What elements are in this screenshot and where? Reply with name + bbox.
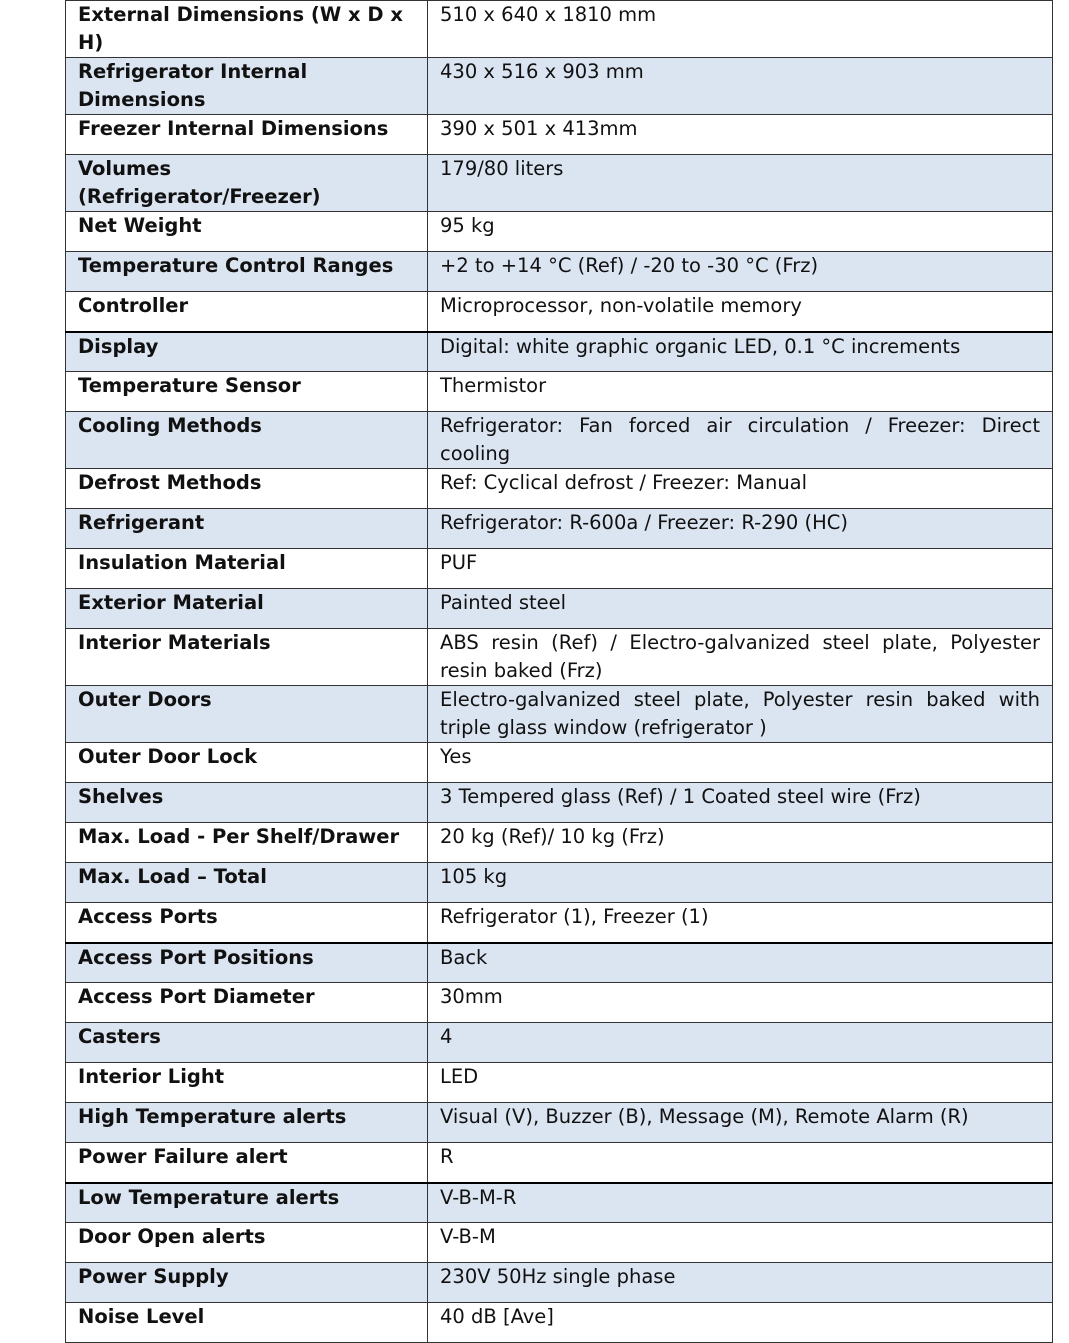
spec-value: 230V 50Hz single phase bbox=[428, 1263, 1053, 1303]
spec-row-power-failure-alert bbox=[66, 1143, 1053, 1183]
spec-value: 40 dB [Ave] bbox=[428, 1303, 1053, 1343]
spec-value: R bbox=[428, 1143, 1053, 1183]
spec-value: 105 kg bbox=[428, 863, 1053, 903]
spec-label: Access Port Positions bbox=[66, 943, 428, 983]
spec-row-shelves bbox=[66, 783, 1053, 823]
spec-value: Electro-galvanized steel plate, Polyester resin baked with triple glass window (refrigerator ) bbox=[428, 686, 1053, 743]
spec-row-controller bbox=[66, 292, 1053, 332]
spec-label: Shelves bbox=[66, 783, 428, 823]
spec-row-refrigerant bbox=[66, 509, 1053, 549]
spec-label: Access Port Diameter bbox=[66, 983, 428, 1023]
spec-label: Volumes (Refrigerator/Freezer) bbox=[66, 155, 428, 212]
spec-row-freezer-internal-dimensions bbox=[66, 115, 1053, 155]
spec-row-external-dimensions bbox=[66, 1, 1053, 58]
spec-value: Ref: Cyclical defrost / Freezer: Manual bbox=[428, 469, 1053, 509]
spec-value: 95 kg bbox=[428, 212, 1053, 252]
spec-value: Refrigerator: R-600a / Freezer: R-290 (HC) bbox=[428, 509, 1053, 549]
spec-row-low-temperature-alerts bbox=[66, 1183, 1053, 1223]
spec-row-defrost-methods bbox=[66, 469, 1053, 509]
spec-value: ABS resin (Ref) / Electro-galvanized steel plate, Polyester resin baked (Frz) bbox=[428, 629, 1053, 686]
spec-label: Refrigerant bbox=[66, 509, 428, 549]
spec-label: Freezer Internal Dimensions bbox=[66, 115, 428, 155]
spec-label: Casters bbox=[66, 1023, 428, 1063]
spec-label: Temperature Sensor bbox=[66, 372, 428, 412]
spec-row-power-supply bbox=[66, 1263, 1053, 1303]
spec-row-access-port-positions bbox=[66, 943, 1053, 983]
spec-label: Max. Load – Total bbox=[66, 863, 428, 903]
spec-label: Door Open alerts bbox=[66, 1223, 428, 1263]
spec-value: 4 bbox=[428, 1023, 1053, 1063]
spec-row-high-temperature-alerts bbox=[66, 1103, 1053, 1143]
spec-row-display bbox=[66, 332, 1053, 372]
spec-row-access-ports bbox=[66, 903, 1053, 943]
spec-value: Back bbox=[428, 943, 1053, 983]
spec-row-temperature-control-ranges bbox=[66, 252, 1053, 292]
spec-row-interior-materials bbox=[66, 629, 1053, 686]
spec-label: Net Weight bbox=[66, 212, 428, 252]
spec-value: Yes bbox=[428, 743, 1053, 783]
spec-value: Refrigerator: Fan forced air circulation / Freezer: Direct cooling bbox=[428, 412, 1053, 469]
spec-value: V-B-M-R bbox=[428, 1183, 1053, 1223]
spec-label: Exterior Material bbox=[66, 589, 428, 629]
spec-label: Display bbox=[66, 332, 428, 372]
spec-value: 30mm bbox=[428, 983, 1053, 1023]
spec-label: External Dimensions (W x D x H) bbox=[66, 1, 428, 58]
spec-value: 510 x 640 x 1810 mm bbox=[428, 1, 1053, 58]
spec-label: High Temperature alerts bbox=[66, 1103, 428, 1143]
spec-value: Microprocessor, non-volatile memory bbox=[428, 292, 1053, 332]
spec-value: 3 Tempered glass (Ref) / 1 Coated steel wire (Frz) bbox=[428, 783, 1053, 823]
spec-label: Power Supply bbox=[66, 1263, 428, 1303]
spec-value: 20 kg (Ref)/ 10 kg (Frz) bbox=[428, 823, 1053, 863]
spec-label: Interior Light bbox=[66, 1063, 428, 1103]
spec-row-temperature-sensor bbox=[66, 372, 1053, 412]
spec-row-max-load-total bbox=[66, 863, 1053, 903]
spec-value: Painted steel bbox=[428, 589, 1053, 629]
spec-label: Outer Door Lock bbox=[66, 743, 428, 783]
spec-row-casters bbox=[66, 1023, 1053, 1063]
spec-row-access-port-diameter bbox=[66, 983, 1053, 1023]
spec-label: Temperature Control Ranges bbox=[66, 252, 428, 292]
spec-label: Access Ports bbox=[66, 903, 428, 943]
spec-label: Outer Doors bbox=[66, 686, 428, 743]
spec-value: PUF bbox=[428, 549, 1053, 589]
spec-label: Insulation Material bbox=[66, 549, 428, 589]
spec-row-outer-doors bbox=[66, 686, 1053, 743]
spec-value: Digital: white graphic organic LED, 0.1 °C increments bbox=[428, 332, 1053, 372]
spec-row-insulation-material bbox=[66, 549, 1053, 589]
spec-label: Interior Materials bbox=[66, 629, 428, 686]
spec-row-exterior-material bbox=[66, 589, 1053, 629]
spec-label: Refrigerator Internal Dimensions bbox=[66, 58, 428, 115]
spec-value: Refrigerator (1), Freezer (1) bbox=[428, 903, 1053, 943]
spec-value: +2 to +14 °C (Ref) / -20 to -30 °C (Frz) bbox=[428, 252, 1053, 292]
spec-value: 179/80 liters bbox=[428, 155, 1053, 212]
spec-row-volumes bbox=[66, 155, 1053, 212]
spec-label: Noise Level bbox=[66, 1303, 428, 1343]
spec-value: V-B-M bbox=[428, 1223, 1053, 1263]
spec-row-door-open-alerts bbox=[66, 1223, 1053, 1263]
spec-label: Controller bbox=[66, 292, 428, 332]
specifications-table bbox=[65, 0, 1053, 1343]
spec-label: Defrost Methods bbox=[66, 469, 428, 509]
spec-row-interior-light bbox=[66, 1063, 1053, 1103]
spec-row-noise-level bbox=[66, 1303, 1053, 1343]
spec-row-max-load-per-shelf bbox=[66, 823, 1053, 863]
spec-label: Max. Load - Per Shelf/Drawer bbox=[66, 823, 428, 863]
spec-row-outer-door-lock bbox=[66, 743, 1053, 783]
spec-label: Low Temperature alerts bbox=[66, 1183, 428, 1223]
spec-value: LED bbox=[428, 1063, 1053, 1103]
spec-label: Power Failure alert bbox=[66, 1143, 428, 1183]
spec-value: Thermistor bbox=[428, 372, 1053, 412]
spec-row-net-weight bbox=[66, 212, 1053, 252]
spec-label: Cooling Methods bbox=[66, 412, 428, 469]
spec-value: 390 x 501 x 413mm bbox=[428, 115, 1053, 155]
spec-value: 430 x 516 x 903 mm bbox=[428, 58, 1053, 115]
spec-row-refrigerator-internal-dimensions bbox=[66, 58, 1053, 115]
spec-row-cooling-methods bbox=[66, 412, 1053, 469]
spec-value: Visual (V), Buzzer (B), Message (M), Remote Alarm (R) bbox=[428, 1103, 1053, 1143]
